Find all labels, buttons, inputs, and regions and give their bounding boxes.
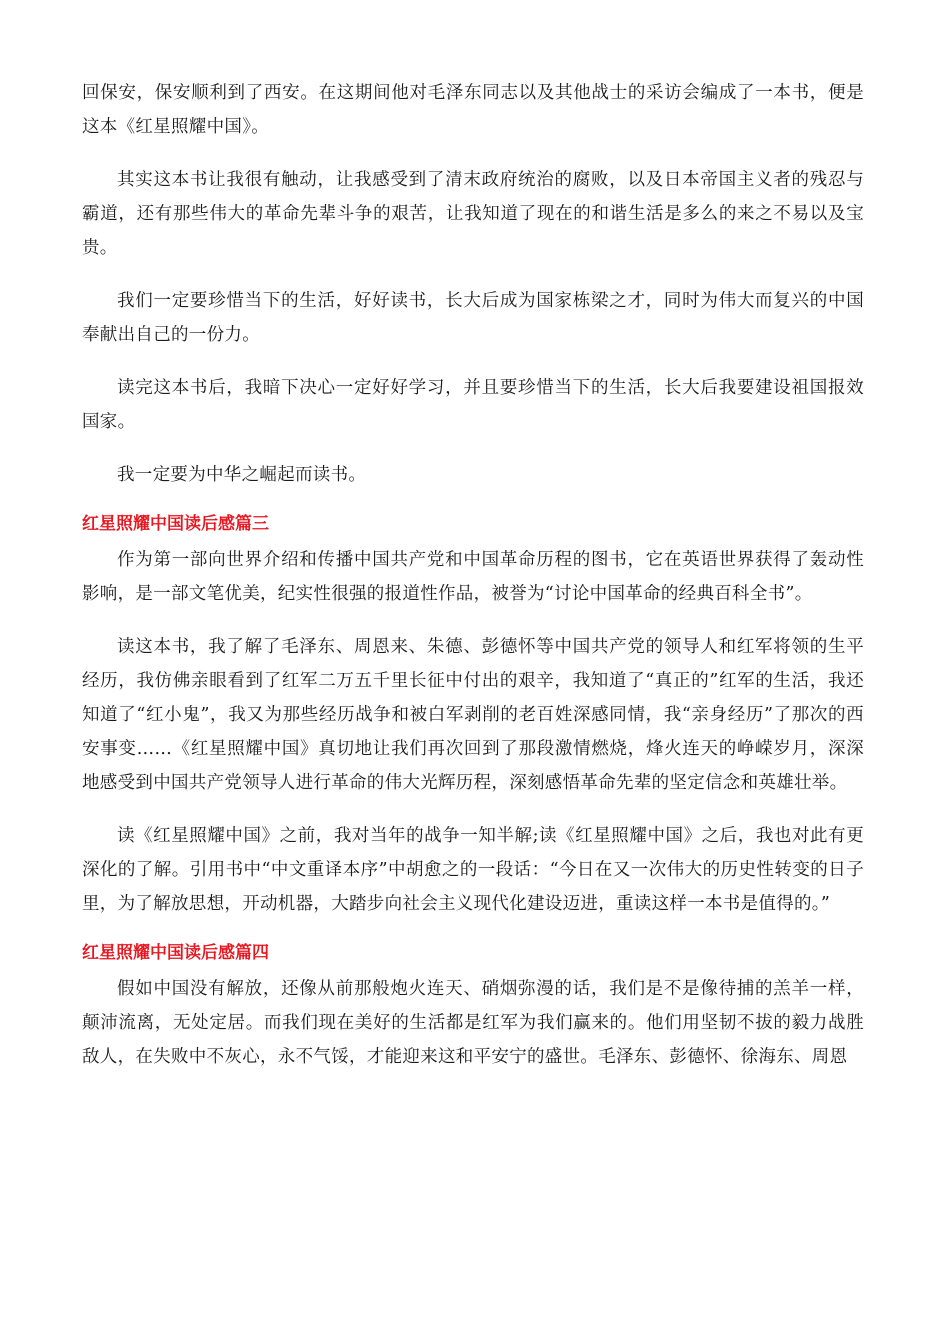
paragraph-continuation: 回保安，保安顺利到了西安。在这期间他对毛泽东同志以及其他战士的采访会编成了一本书，便是这本《红星照耀中国》。 [82,83,864,137]
paragraph: 读这本书，我了解了毛泽东、周恩来、朱德、彭德怀等中国共产党的领导人和红军将领的生平经历，我仿佛亲眼看到了红军二万五千里长征中付出的艰辛，我知道了“真正的”红军的生活，我还知道了“红小鬼”，我又为那些经历战争和被白军剥削的老百姓深感同情，我“亲身经历”了那次的西安事变……《红星照耀中国》真切地让我们再次回到了那段激情燃烧，烽火连天的峥嵘岁月，深深地感受到中国共产党领导人进行革命的伟大光辉历程，深刻感悟革命先辈的坚定信念和英雄壮举。 [82,637,864,793]
paragraph: 读《红星照耀中国》之前，我对当年的战争一知半解;读《红星照耀中国》之后，我也对此有更深化的了解。引用书中“中文重译本序”中胡愈之的一段话：“今日在又一次伟大的历史性转变的日子里，为了解放思想，开动机器，大踏步向社会主义现代化建设迈进，重读这样一本书是值得的。” [82,826,864,914]
section-heading-4: 红星照耀中国读后感篇四 [82,943,269,963]
section-heading-3: 红星照耀中国读后感篇三 [82,514,269,534]
paragraph: 我们一定要珍惜当下的生活，好好读书，长大后成为国家栋梁之才，同时为伟大而复兴的中国奉献出自己的一份力。 [82,291,864,345]
paragraph: 读完这本书后，我暗下决心一定好好学习，并且要珍惜当下的生活，长大后我要建设祖国报效国家。 [82,378,864,432]
paragraph: 其实这本书让我很有触动，让我感受到了清末政府统治的腐败，以及日本帝国主义者的残忍与霸道，还有那些伟大的革命先辈斗争的艰苦，让我知道了现在的和谐生活是多么的来之不易以及宝贵。 [82,170,864,258]
document-page [82,76,864,1093]
paragraph: 作为第一部向世界介绍和传播中国共产党和中国革命历程的图书，它在英语世界获得了轰动性影响，是一部文笔优美，纪实性很强的报道性作品，被誉为“讨论中国革命的经典百科全书”。 [82,550,864,604]
paragraph: 我一定要为中华之崛起而读书。 [117,465,367,485]
paragraph: 假如中国没有解放，还像从前那般炮火连天、硝烟弥漫的话，我们是不是像待捕的羔羊一样，颠沛流离，无处定居。而我们现在美好的生活都是红军为我们赢来的。他们用坚韧不拔的毅力战胜敌人，在失败中不灰心，永不气馁，才能迎来这和平安宁的盛世。毛泽东、彭德怀、徐海东、周恩 [82,979,864,1067]
